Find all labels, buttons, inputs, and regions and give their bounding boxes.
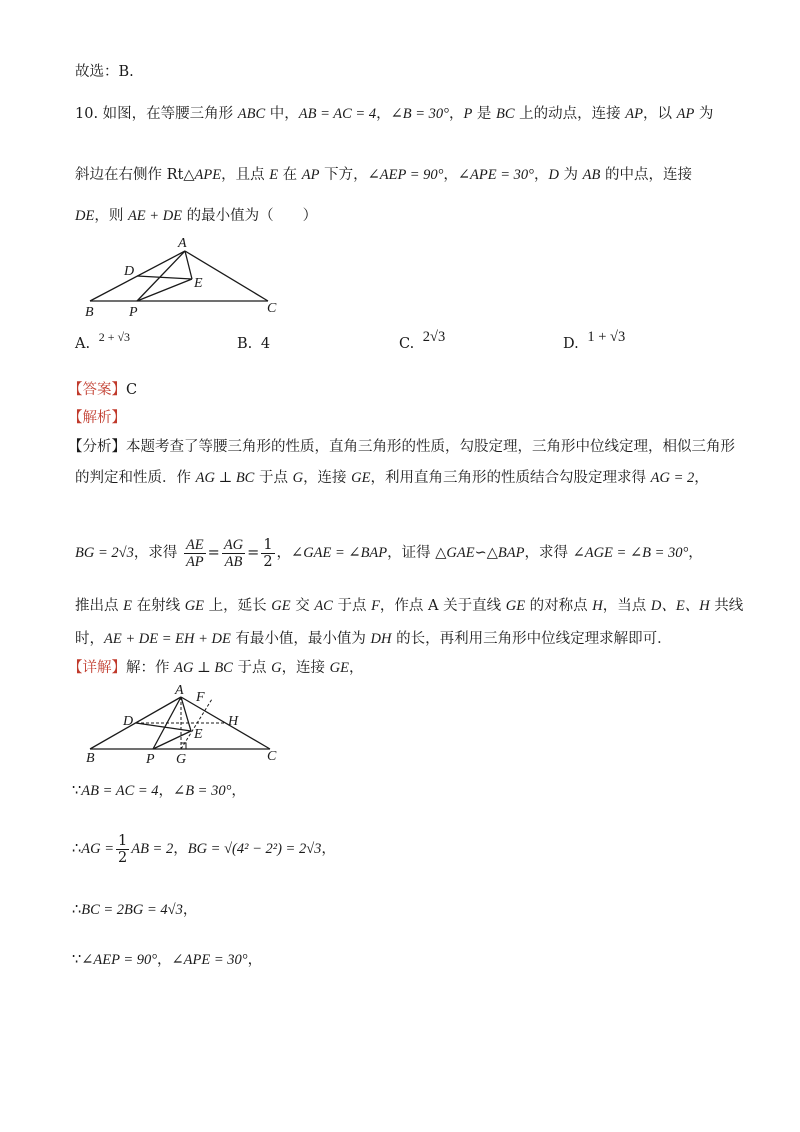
text: 于点: [332, 598, 372, 614]
solution-tag: 【详解】: [68, 660, 126, 676]
text: 的长，再利用三角形中位线定理求解即可．: [391, 631, 672, 647]
equals: =: [247, 545, 260, 561]
text: ，连接: [281, 660, 330, 676]
step-3: [72, 899, 197, 921]
text: ，连接: [303, 470, 352, 486]
label-B: B: [86, 751, 95, 766]
math: BG = √(4² − 2²) = 2√3: [187, 841, 322, 857]
math: P: [463, 106, 473, 122]
math: ∠B = 30°: [390, 106, 449, 122]
math: AP: [676, 106, 695, 122]
answer-line: [68, 379, 137, 401]
denominator: 2: [263, 553, 273, 570]
text: 的对称点: [525, 598, 593, 614]
question-line-3: [75, 205, 317, 227]
text: 如图，在等腰三角形: [98, 106, 238, 122]
denominator: AB: [224, 553, 243, 570]
math: AE + DE = EH + DE: [104, 631, 231, 647]
step-4: [72, 949, 262, 971]
therefore-symbol: ∴: [72, 902, 82, 918]
text: ，: [182, 902, 198, 918]
question-number: 10.: [75, 106, 99, 122]
text: 的中点，连接: [600, 167, 692, 183]
text: ，: [157, 952, 172, 968]
math: DH: [370, 631, 392, 647]
text: ，: [688, 545, 703, 561]
text: ，: [173, 841, 188, 857]
math: D: [548, 167, 559, 183]
text: ，且点: [221, 167, 270, 183]
equals: =: [207, 545, 220, 561]
text: ，: [349, 660, 364, 676]
text: ，利用直角三角形的性质结合勾股定理求得: [370, 470, 651, 486]
text: 于点: [254, 470, 293, 486]
previous-answer: [75, 61, 134, 83]
math: G: [271, 660, 282, 676]
math: AB: [582, 167, 601, 183]
math: AP: [301, 167, 320, 183]
analysis-sub-tag: 【分析】: [68, 439, 126, 455]
math: ∠AEP = 90°: [367, 167, 444, 183]
text: 有最小值，最小值为: [230, 631, 371, 647]
text: 的最小值为（ ）: [182, 208, 318, 224]
label-D: D: [124, 264, 135, 279]
step-1: [72, 780, 246, 802]
previous-answer-text: 故选：B.: [75, 64, 134, 80]
option-letter: C.: [399, 336, 415, 352]
text: 本题考查了等腰三角形的性质，直角三角形的性质，勾股定理，三角形中位线定理，相似三角形: [126, 439, 735, 455]
math: D、E、H: [650, 598, 710, 614]
math: ABC: [237, 106, 266, 122]
math: AB = 2: [131, 841, 174, 857]
math: ∠APE = 30°: [171, 952, 248, 968]
math: AG ⊥ BC: [174, 660, 233, 676]
text: ，: [321, 841, 336, 857]
answer-tag: 【答案】: [68, 382, 126, 398]
math: GE: [351, 470, 371, 486]
text: ，作点 A 关于直线: [379, 598, 506, 614]
math: ∠AGE = ∠B = 30°: [572, 545, 689, 561]
label-P: P: [146, 752, 155, 767]
label-G: G: [176, 752, 187, 767]
math: G: [292, 470, 304, 486]
label-C: C: [267, 749, 277, 764]
label-A: A: [175, 683, 184, 698]
analysis-tag: 【解析】: [68, 410, 126, 426]
math: GE: [505, 598, 526, 614]
label-F: F: [196, 690, 205, 705]
segment-PE: [137, 279, 192, 301]
numerator: AG: [223, 536, 244, 553]
math: GE: [271, 598, 291, 614]
text: ，: [533, 167, 549, 183]
text: ，: [276, 545, 292, 561]
analysis-heading: [68, 407, 126, 429]
math: ∠B = 30°: [173, 783, 232, 799]
option-value: 2√3: [422, 329, 446, 345]
math: AG =: [81, 841, 114, 857]
analysis-line-5: [75, 628, 672, 650]
answer-value: C: [126, 382, 138, 398]
option-a[interactable]: [75, 330, 131, 352]
text: 下方，: [319, 167, 368, 183]
text: 为: [558, 167, 583, 183]
option-letter: A.: [75, 336, 91, 352]
math: ∠APE = 30°: [457, 167, 534, 183]
option-d[interactable]: [563, 329, 626, 353]
label-E: E: [194, 276, 203, 291]
option-letter: D.: [563, 336, 579, 352]
text: ，当点: [602, 598, 651, 614]
text: ，: [376, 106, 391, 122]
text: 推出点: [75, 598, 124, 614]
figure-triangle-2: [80, 683, 290, 768]
text: ，则: [94, 208, 128, 224]
segment-PE: [153, 731, 191, 749]
fraction-one-half: [116, 833, 129, 866]
text: 于点: [232, 660, 272, 676]
text: 的判定和性质．作: [75, 470, 196, 486]
text: 在: [278, 167, 302, 183]
text: ，: [448, 106, 464, 122]
figure-triangle-1: [80, 232, 300, 324]
fraction-one-half: [261, 537, 274, 570]
because-symbol: ∵: [72, 952, 82, 968]
text: 在射线: [131, 598, 185, 614]
math: APE: [194, 167, 222, 183]
text: ，求得: [133, 545, 182, 561]
math: AC: [314, 598, 333, 614]
math: E: [269, 167, 279, 183]
solution-line-1: [68, 657, 364, 679]
math: BC: [496, 106, 515, 122]
math: GE: [184, 598, 205, 614]
option-value: 4: [260, 336, 271, 352]
math: E: [123, 598, 132, 614]
fraction-ag-ab: [222, 537, 245, 570]
math: ∠GAE = ∠BAP: [291, 545, 388, 561]
numerator: AE: [185, 536, 204, 553]
math: AB = AC = 4: [298, 106, 377, 122]
text: 解：作: [126, 660, 175, 676]
option-letter: B.: [237, 336, 253, 352]
math: BC = 2BG = 4√3: [81, 902, 183, 918]
option-b[interactable]: [237, 336, 270, 352]
text: 斜边在右侧作 Rt△: [75, 167, 195, 183]
label-D: D: [123, 714, 134, 729]
text: ，: [158, 783, 174, 799]
math: BG = 2√3: [75, 545, 134, 561]
label-H: H: [228, 714, 239, 729]
math: △GAE∽△BAP: [435, 545, 525, 561]
math: F: [371, 598, 380, 614]
text: ，: [694, 470, 709, 486]
text: 时，: [75, 631, 104, 647]
therefore-symbol: ∴: [72, 841, 82, 857]
label-C: C: [267, 301, 277, 316]
text: ，: [231, 783, 246, 799]
text: ，: [443, 167, 458, 183]
question-line-2: [75, 164, 692, 186]
analysis-line-4: [75, 595, 743, 617]
math: AE + DE: [127, 208, 183, 224]
label-A: A: [178, 236, 187, 251]
math: DE: [75, 208, 95, 224]
math: GE: [329, 660, 350, 676]
label-B: B: [85, 305, 94, 320]
text: 为: [694, 106, 714, 122]
text: 共线: [709, 598, 744, 614]
fraction-ae-ap: [184, 537, 206, 570]
label-E: E: [194, 727, 203, 742]
text: 上，延长: [204, 598, 272, 614]
denominator: 2: [117, 849, 128, 866]
text: 交: [290, 598, 315, 614]
math: AP: [625, 106, 643, 122]
question-line-1: [75, 103, 713, 125]
text: ，证得: [387, 545, 436, 561]
math: AG ⊥ BC: [195, 470, 255, 486]
text: 中，: [265, 106, 299, 122]
label-P: P: [129, 305, 138, 320]
analysis-line-2: [75, 467, 709, 489]
numerator: 1: [263, 536, 273, 553]
math: AG = 2: [650, 470, 695, 486]
math: ∠AEP = 90°: [81, 952, 158, 968]
segment-DE: [137, 276, 192, 279]
option-value: 1 + √3: [587, 329, 626, 345]
text: ，求得: [524, 545, 573, 561]
text: ，以: [642, 106, 677, 122]
analysis-line-1: [68, 436, 735, 458]
text: 上的动点，连接: [514, 106, 626, 122]
numerator: 1: [117, 832, 128, 849]
math: H: [592, 598, 603, 614]
step-2: [72, 829, 336, 869]
option-c[interactable]: [399, 329, 446, 353]
denominator: AP: [185, 553, 204, 570]
text: ，: [247, 952, 263, 968]
analysis-line-3: [75, 533, 703, 573]
text: 是: [472, 106, 497, 122]
math: AB = AC = 4: [81, 783, 159, 799]
option-value: 2 + √3: [98, 330, 131, 344]
because-symbol: ∵: [72, 783, 82, 799]
